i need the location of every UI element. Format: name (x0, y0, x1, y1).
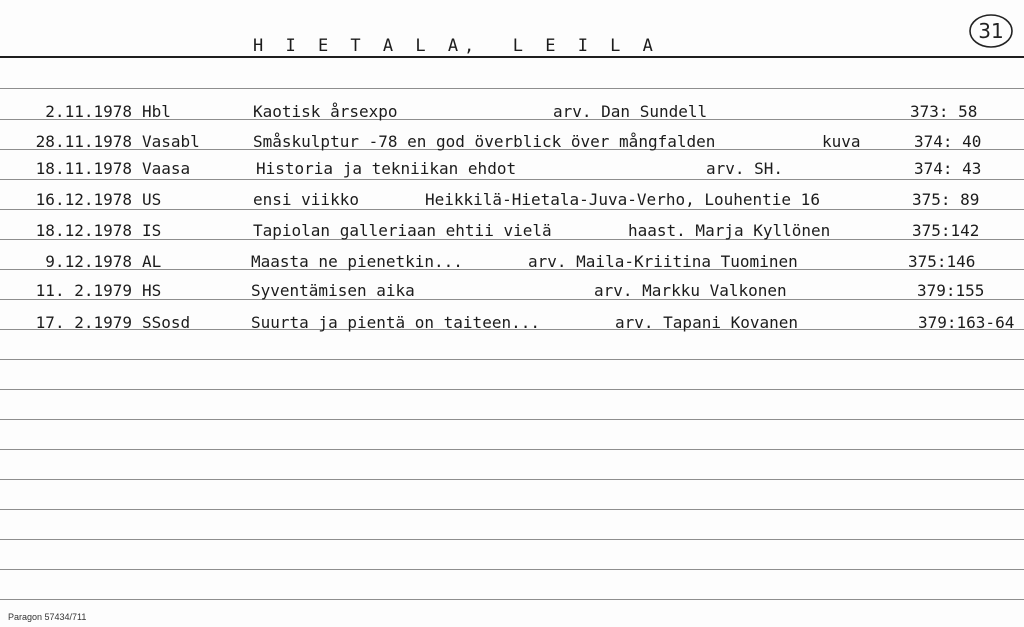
entry-ref: 374: 43 (914, 159, 982, 178)
ruled-line (0, 419, 1024, 420)
ruled-line (0, 88, 1024, 89)
entry-note: arv. SH. (706, 159, 784, 178)
ruled-line (0, 359, 1024, 360)
ruled-line (0, 539, 1024, 540)
entry-source: HS (142, 281, 162, 300)
entry-ref: 374: 40 (914, 132, 982, 151)
ruled-line (0, 509, 1024, 510)
entry-source: Vaasa (142, 159, 191, 178)
entry-ref: 375:146 (908, 252, 976, 271)
entry-date: 18.12.1978 (35, 221, 132, 240)
entry-ref: 379:155 (917, 281, 985, 300)
entry-date: 18.11.1978 (35, 159, 132, 178)
entry-ref: 379:163-64 (918, 313, 1015, 332)
entry-title: Historia ja tekniikan ehdot (256, 159, 517, 178)
entry-row (0, 277, 1024, 303)
entry-title: Kaotisk årsexpo (253, 102, 398, 121)
entry-note: Heikkilä-Hietala-Juva-Verho, Louhentie 16 (425, 190, 820, 209)
entry-source: Hbl (142, 102, 171, 121)
card-number-stamp (968, 12, 1014, 50)
entry-date: 17. 2.1979 (35, 313, 132, 332)
entry-row (0, 186, 1024, 212)
ruled-line (0, 599, 1024, 600)
entry-note: arv. Dan Sundell (553, 102, 708, 121)
entry-title: Småskulptur -78 en god överblick över mångfalden (253, 132, 716, 151)
entry-date: 16.12.1978 (35, 190, 132, 209)
entry-source: Vasabl (142, 132, 200, 151)
entry-source: IS (142, 221, 162, 240)
entry-ref: 375: 89 (912, 190, 980, 209)
entry-note: kuva (822, 132, 861, 151)
entry-row (0, 309, 1024, 335)
entry-source: US (142, 190, 162, 209)
circled-number-icon (968, 12, 1014, 50)
card-number: 31 (978, 19, 1004, 43)
entry-title: Syventämisen aika (251, 281, 415, 300)
entry-row (0, 248, 1024, 274)
card-title: H I E T A L A, L E I L A (253, 36, 659, 56)
entry-title: Maasta ne pienetkin... (251, 252, 463, 271)
entry-note: haast. Marja Kyllönen (628, 221, 831, 240)
entry-note: arv. Maila-Kriitina Tuominen (528, 252, 798, 271)
entry-source: SSosd (142, 313, 191, 332)
entry-row (0, 155, 1024, 181)
printer-imprint: Paragon 57434/711 (8, 612, 87, 622)
header-rule (0, 56, 1024, 58)
ruled-line (0, 449, 1024, 450)
entry-date: 2.11.1978 (45, 102, 132, 121)
entry-date: 11. 2.1979 (35, 281, 132, 300)
ruled-line (0, 389, 1024, 390)
entry-ref: 375:142 (912, 221, 980, 240)
entry-row (0, 217, 1024, 243)
entry-title: Tapiolan galleriaan ehtii vielä (253, 221, 552, 240)
entry-date: 9.12.1978 (45, 252, 132, 271)
ruled-line (0, 479, 1024, 480)
entry-title: ensi viikko (253, 190, 359, 209)
entry-note: arv. Tapani Kovanen (615, 313, 799, 332)
entry-row (0, 128, 1024, 154)
entry-row (0, 98, 1024, 124)
entry-ref: 373: 58 (910, 102, 978, 121)
entry-title: Suurta ja pientä on taiteen... (251, 313, 540, 332)
ruled-line (0, 569, 1024, 570)
entry-note: arv. Markku Valkonen (594, 281, 787, 300)
entry-date: 28.11.1978 (35, 132, 132, 151)
entry-source: AL (142, 252, 162, 271)
